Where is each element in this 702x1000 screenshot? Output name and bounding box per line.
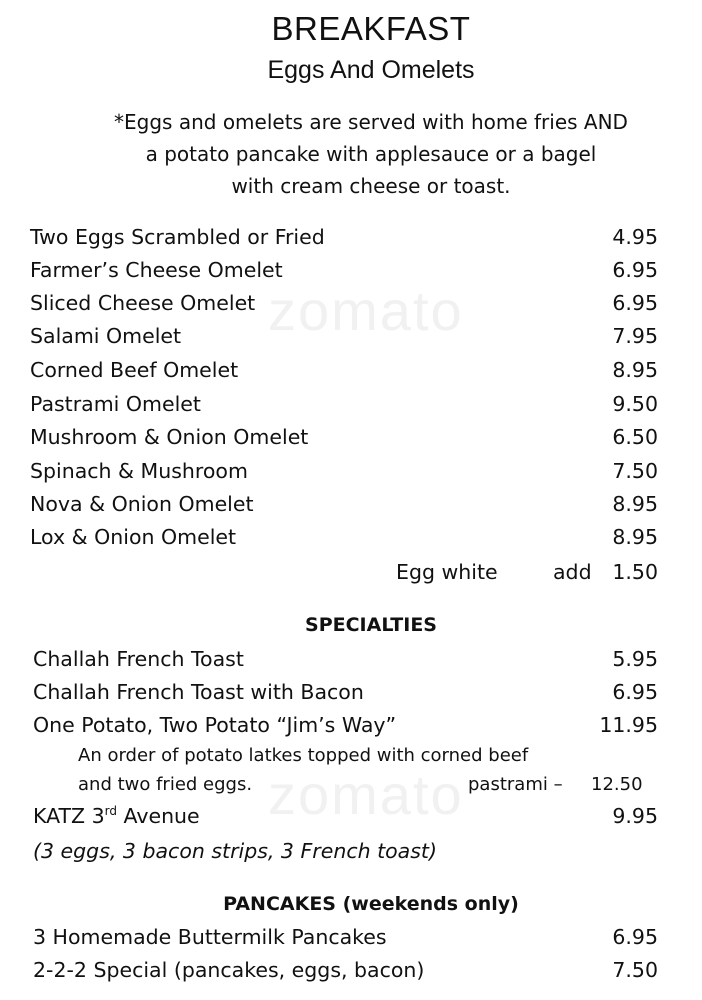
item-price: 6.95: [612, 925, 658, 949]
menu-item: [0, 389, 702, 419]
item-price: 5.95: [612, 647, 658, 671]
item-name-part: Avenue: [116, 804, 200, 828]
item-name-superscript: rd: [104, 804, 117, 819]
item-price: 8.95: [612, 358, 658, 382]
item-description: An order of potato latkes topped with corned beef: [78, 745, 529, 766]
menu-item: [0, 489, 702, 519]
menu-item: [0, 801, 702, 831]
egg-white-row: [0, 557, 702, 587]
item-name: Mushroom & Onion Omelet: [30, 425, 309, 449]
page-title: BREAKFAST: [271, 10, 471, 47]
page-subtitle: Eggs And Omelets: [267, 56, 475, 84]
item-price: 7.50: [612, 459, 658, 483]
item-name: Lox & Onion Omelet: [30, 525, 237, 549]
item-price: 11.95: [599, 713, 658, 737]
egg-white-price: 1.50: [612, 560, 658, 584]
menu-item: [0, 355, 702, 385]
serving-note-line: a potato pancake with applesauce or a bagel: [145, 142, 597, 166]
item-name: Challah French Toast: [33, 647, 244, 671]
item-name: 3 Homemade Buttermilk Pancakes: [33, 925, 387, 949]
menu-item: [0, 710, 702, 740]
menu-item: [0, 677, 702, 707]
item-name: Sliced Cheese Omelet: [30, 291, 256, 315]
item-name: Corned Beef Omelet: [30, 358, 239, 382]
menu-item: [0, 422, 702, 452]
menu-item: [0, 522, 702, 552]
pastrami-option-label: pastrami –: [468, 774, 563, 795]
specialties-heading: SPECIALTIES: [305, 614, 437, 636]
item-price: 6.95: [612, 291, 658, 315]
item-name: Salami Omelet: [30, 324, 182, 348]
item-name: Nova & Onion Omelet: [30, 492, 254, 516]
item-price: 7.95: [612, 324, 658, 348]
item-name: Two Eggs Scrambled or Fried: [30, 225, 325, 249]
menu-item: [0, 255, 702, 285]
item-price: 6.95: [612, 680, 658, 704]
item-name: [33, 801, 200, 831]
item-name: Farmer’s Cheese Omelet: [30, 258, 283, 282]
serving-note-line: *Eggs and omelets are served with home fries AND: [114, 110, 628, 134]
item-description-row: [0, 836, 702, 866]
item-name: Pastrami Omelet: [30, 392, 201, 416]
egg-white-label: Egg white: [396, 560, 498, 584]
item-price: 8.95: [612, 492, 658, 516]
item-name: Challah French Toast with Bacon: [33, 680, 364, 704]
item-price: 8.95: [612, 525, 658, 549]
egg-white-add: add: [553, 560, 592, 584]
menu-item: [0, 955, 702, 985]
menu-item: [0, 456, 702, 486]
watermark: zomato: [268, 279, 464, 342]
menu-item: [0, 321, 702, 351]
menu-item: [0, 288, 702, 318]
pastrami-option-price: 12.50: [591, 774, 643, 795]
item-description: and two fried eggs.: [78, 774, 253, 795]
serving-note: [0, 106, 702, 202]
item-price: 7.50: [612, 958, 658, 982]
menu-item: [0, 922, 702, 952]
item-price: 6.50: [612, 425, 658, 449]
item-name: One Potato, Two Potato “Jim’s Way”: [33, 713, 397, 737]
menu-item: [0, 644, 702, 674]
pancakes-heading: PANCAKES (weekends only): [223, 893, 519, 915]
menu-item: [0, 222, 702, 252]
item-price: 6.95: [612, 258, 658, 282]
item-name: Spinach & Mushroom: [30, 459, 248, 483]
item-description: (3 eggs, 3 bacon strips, 3 French toast): [33, 839, 437, 863]
item-price: 4.95: [612, 225, 658, 249]
item-price: 9.95: [612, 804, 658, 828]
item-name-part: KATZ 3: [33, 804, 105, 828]
item-name: 2-2-2 Special (pancakes, eggs, bacon): [33, 958, 425, 982]
item-price: 9.50: [612, 392, 658, 416]
watermark: zomato: [268, 763, 464, 826]
serving-note-line: with cream cheese or toast.: [231, 174, 511, 198]
